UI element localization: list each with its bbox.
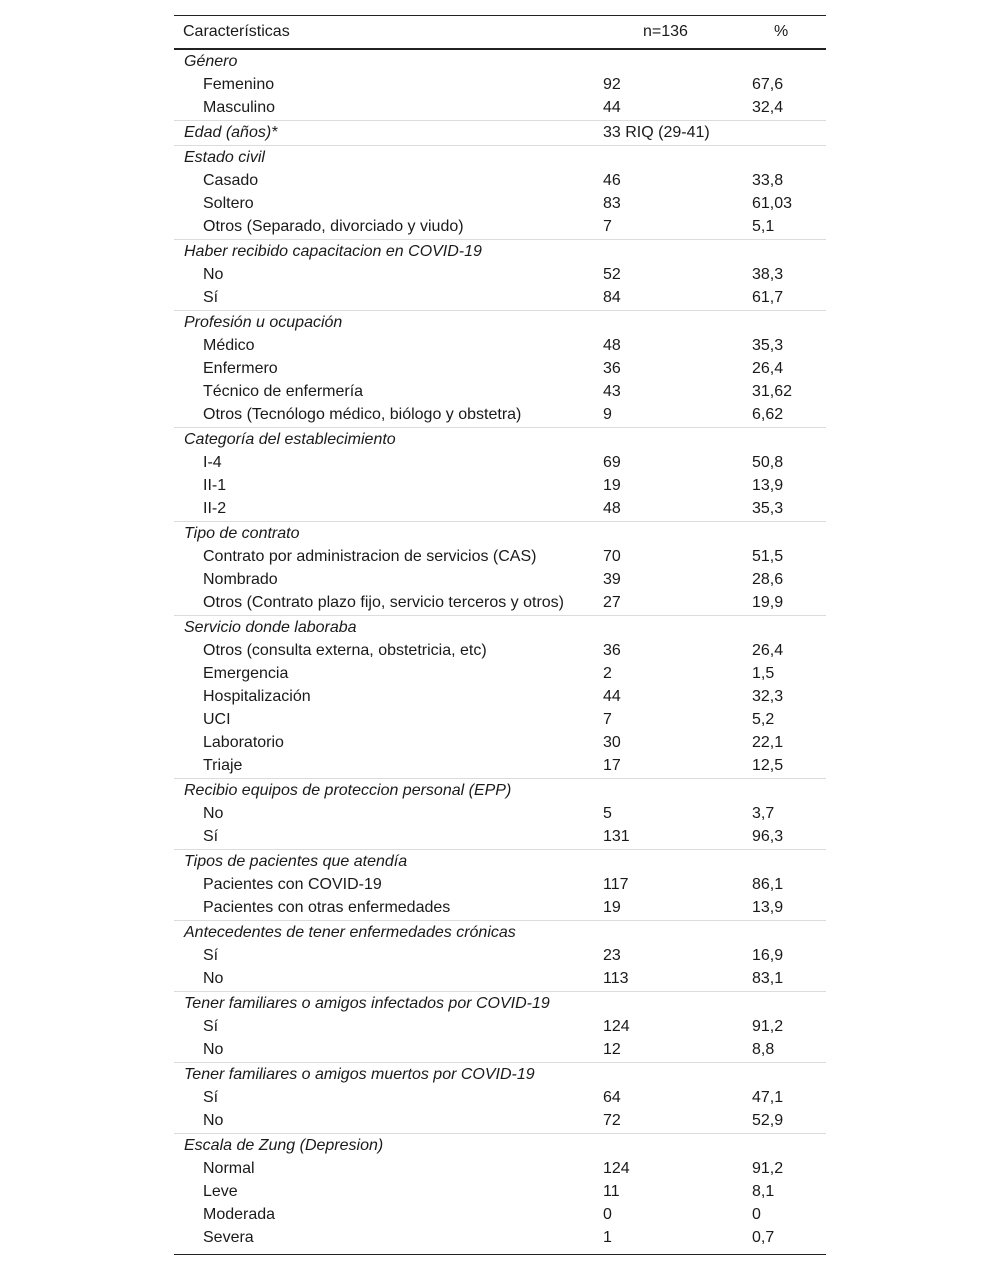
row-label: I-4 <box>203 454 222 471</box>
header-percent: % <box>774 23 789 40</box>
row-label: Enfermero <box>203 360 278 377</box>
group-heading-row <box>174 521 826 546</box>
row-count: 19 <box>603 899 621 916</box>
row-label: Otros (Contrato plazo fijo, servicio terceros y otros) <box>203 594 565 611</box>
row-label: Femenino <box>203 76 275 93</box>
row-count: 48 <box>603 337 621 354</box>
table-row <box>174 592 826 615</box>
row-percent: 12,5 <box>752 757 784 774</box>
row-percent: 32,3 <box>752 688 784 705</box>
row-count: 69 <box>603 454 621 471</box>
row-count: 12 <box>603 1041 621 1058</box>
table-row <box>174 732 826 755</box>
row-count: 7 <box>603 711 612 728</box>
row-percent: 67,6 <box>752 76 784 93</box>
row-label: No <box>203 1041 224 1058</box>
row-count: 84 <box>603 289 621 306</box>
row-count: 131 <box>603 828 630 845</box>
row-label: Emergencia <box>203 665 289 682</box>
group-heading-row <box>174 310 826 335</box>
row-percent: 0,7 <box>752 1229 775 1246</box>
table-row <box>174 97 826 120</box>
group-heading-row <box>174 849 826 874</box>
group-heading-row <box>174 920 826 945</box>
table-row <box>174 1016 826 1039</box>
row-label: Médico <box>203 337 255 354</box>
row-count: 0 <box>603 1206 612 1223</box>
row-percent: 91,2 <box>752 1018 784 1035</box>
row-label: Laboratorio <box>203 734 284 751</box>
row-count: 64 <box>603 1089 621 1106</box>
row-count: 9 <box>603 406 612 423</box>
row-percent: 35,3 <box>752 337 784 354</box>
row-percent: 0 <box>752 1206 761 1223</box>
row-percent: 47,1 <box>752 1089 784 1106</box>
table-row <box>174 968 826 991</box>
table-row <box>174 1087 826 1110</box>
table-row <box>174 381 826 404</box>
table-header <box>174 15 826 50</box>
group-heading-row <box>174 427 826 452</box>
table-row <box>174 826 826 849</box>
row-count: 44 <box>603 99 621 116</box>
table-row <box>174 1110 826 1133</box>
row-count: 30 <box>603 734 621 751</box>
row-label: Técnico de enfermería <box>203 383 364 400</box>
row-label: Sí <box>203 1089 219 1106</box>
row-percent: 5,2 <box>752 711 775 728</box>
row-count: 36 <box>603 360 621 377</box>
table-row <box>174 803 826 826</box>
table-row <box>174 1227 826 1250</box>
age-label: Edad (años)* <box>184 124 278 141</box>
table-row <box>174 1158 826 1181</box>
row-count: 70 <box>603 548 621 565</box>
row-percent: 33,8 <box>752 172 784 189</box>
table-row <box>174 216 826 239</box>
row-label: Sí <box>203 289 219 306</box>
row-percent: 83,1 <box>752 970 784 987</box>
group-title: Recibio equipos de proteccion personal (EPP) <box>184 782 512 799</box>
row-label: Sí <box>203 1018 219 1035</box>
row-percent: 22,1 <box>752 734 784 751</box>
group-title: Servicio donde laboraba <box>184 619 357 636</box>
row-label: No <box>203 805 224 822</box>
group-heading-row <box>174 615 826 640</box>
row-label: Otros (Separado, divorciado y viudo) <box>203 218 464 235</box>
row-percent: 61,7 <box>752 289 784 306</box>
age-row <box>174 120 826 145</box>
group-title: Tipos de pacientes que atendía <box>184 853 408 870</box>
table-row <box>174 663 826 686</box>
group-heading-row <box>174 1133 826 1158</box>
row-percent: 26,4 <box>752 642 784 659</box>
row-count: 46 <box>603 172 621 189</box>
row-label: II-1 <box>203 477 227 494</box>
row-count: 23 <box>603 947 621 964</box>
row-label: Normal <box>203 1160 255 1177</box>
row-percent: 16,9 <box>752 947 784 964</box>
group-title: Género <box>184 53 238 70</box>
row-count: 11 <box>603 1183 620 1200</box>
row-label: Hospitalización <box>203 688 311 705</box>
row-count: 2 <box>603 665 612 682</box>
table-row <box>174 404 826 427</box>
row-count: 27 <box>603 594 621 611</box>
row-count: 19 <box>603 477 621 494</box>
row-label: Triaje <box>203 757 243 774</box>
row-percent: 8,1 <box>752 1183 775 1200</box>
row-percent: 13,9 <box>752 899 784 916</box>
table-bottom-rule <box>174 1250 826 1255</box>
row-count: 83 <box>603 195 621 212</box>
row-count: 124 <box>603 1160 630 1177</box>
group-title: Profesión u ocupación <box>184 314 343 331</box>
row-label: No <box>203 1112 224 1129</box>
table-row <box>174 1039 826 1062</box>
table-row <box>174 569 826 592</box>
table-row <box>174 264 826 287</box>
row-label: Contrato por administracion de servicios (CAS) <box>203 548 537 565</box>
row-label: Severa <box>203 1229 254 1246</box>
table-body <box>174 50 826 1250</box>
row-label: Pacientes con otras enfermedades <box>203 899 451 916</box>
row-percent: 1,5 <box>752 665 775 682</box>
row-label: II-2 <box>203 500 227 517</box>
header-characteristics: Características <box>183 23 290 40</box>
table-row <box>174 755 826 778</box>
row-percent: 52,9 <box>752 1112 784 1129</box>
group-title: Categoría del establecimiento <box>184 431 396 448</box>
group-title: Estado civil <box>184 149 265 166</box>
header-n: n=136 <box>643 23 688 40</box>
row-count: 92 <box>603 76 621 93</box>
row-label: Casado <box>203 172 259 189</box>
row-percent: 86,1 <box>752 876 784 893</box>
row-label: Masculino <box>203 99 276 116</box>
row-count: 113 <box>603 970 629 987</box>
group-heading-row <box>174 239 826 264</box>
group-title: Escala de Zung (Depresion) <box>184 1137 384 1154</box>
row-label: Sí <box>203 828 219 845</box>
row-count: 117 <box>603 876 629 893</box>
group-title: Tipo de contrato <box>184 525 300 542</box>
group-heading-row <box>174 991 826 1016</box>
row-percent: 26,4 <box>752 360 784 377</box>
row-percent: 6,62 <box>752 406 784 423</box>
table-row <box>174 1204 826 1227</box>
table-row <box>174 640 826 663</box>
characteristics-table <box>174 15 826 1255</box>
table-row <box>174 546 826 569</box>
table-row <box>174 945 826 968</box>
row-count: 39 <box>603 571 621 588</box>
row-count: 52 <box>603 266 621 283</box>
row-label: Otros (Tecnólogo médico, biólogo y obstetra) <box>203 406 522 423</box>
row-label: UCI <box>203 711 231 728</box>
row-percent: 31,62 <box>752 383 793 400</box>
group-heading-row <box>174 1062 826 1087</box>
table-row <box>174 358 826 381</box>
table-row <box>174 193 826 216</box>
row-percent: 50,8 <box>752 454 784 471</box>
row-percent: 13,9 <box>752 477 784 494</box>
table-row <box>174 335 826 358</box>
row-percent: 35,3 <box>752 500 784 517</box>
table-row <box>174 287 826 310</box>
row-percent: 3,7 <box>752 805 775 822</box>
row-label: Sí <box>203 947 219 964</box>
table-row <box>174 874 826 897</box>
row-percent: 91,2 <box>752 1160 784 1177</box>
table-row <box>174 686 826 709</box>
row-count: 1 <box>603 1229 612 1246</box>
table-row <box>174 1181 826 1204</box>
age-value: 33 RIQ (29-41) <box>603 124 710 141</box>
row-label: Pacientes con COVID-19 <box>203 876 382 893</box>
row-label: Otros (consulta externa, obstetricia, etc) <box>203 642 487 659</box>
row-count: 5 <box>603 805 612 822</box>
row-label: No <box>203 266 224 283</box>
row-count: 7 <box>603 218 612 235</box>
row-count: 36 <box>603 642 621 659</box>
group-title: Tener familiares o amigos muertos por COVID-19 <box>184 1066 535 1083</box>
row-label: Soltero <box>203 195 254 212</box>
row-count: 44 <box>603 688 621 705</box>
row-label: Leve <box>203 1183 238 1200</box>
table-row <box>174 897 826 920</box>
table-row <box>174 475 826 498</box>
row-percent: 19,9 <box>752 594 784 611</box>
row-count: 72 <box>603 1112 621 1129</box>
row-count: 17 <box>603 757 621 774</box>
row-percent: 32,4 <box>752 99 784 116</box>
table-row <box>174 74 826 97</box>
group-heading-row <box>174 778 826 803</box>
group-title: Haber recibido capacitacion en COVID-19 <box>184 243 482 260</box>
row-percent: 61,03 <box>752 195 793 212</box>
table-row <box>174 170 826 193</box>
row-label: Nombrado <box>203 571 278 588</box>
group-heading-row <box>174 145 826 170</box>
row-percent: 5,1 <box>752 218 775 235</box>
group-title: Tener familiares o amigos infectados por COVID-19 <box>184 995 550 1012</box>
table-row <box>174 498 826 521</box>
row-percent: 38,3 <box>752 266 784 283</box>
row-percent: 8,8 <box>752 1041 775 1058</box>
row-percent: 28,6 <box>752 571 784 588</box>
group-title: Antecedentes de tener enfermedades crónicas <box>184 924 516 941</box>
row-count: 43 <box>603 383 621 400</box>
row-count: 124 <box>603 1018 630 1035</box>
row-label: Moderada <box>203 1206 276 1223</box>
row-label: No <box>203 970 224 987</box>
row-count: 48 <box>603 500 621 517</box>
table-row <box>174 452 826 475</box>
group-heading-row <box>174 50 826 74</box>
row-percent: 51,5 <box>752 548 784 565</box>
table-row <box>174 709 826 732</box>
row-percent: 96,3 <box>752 828 784 845</box>
